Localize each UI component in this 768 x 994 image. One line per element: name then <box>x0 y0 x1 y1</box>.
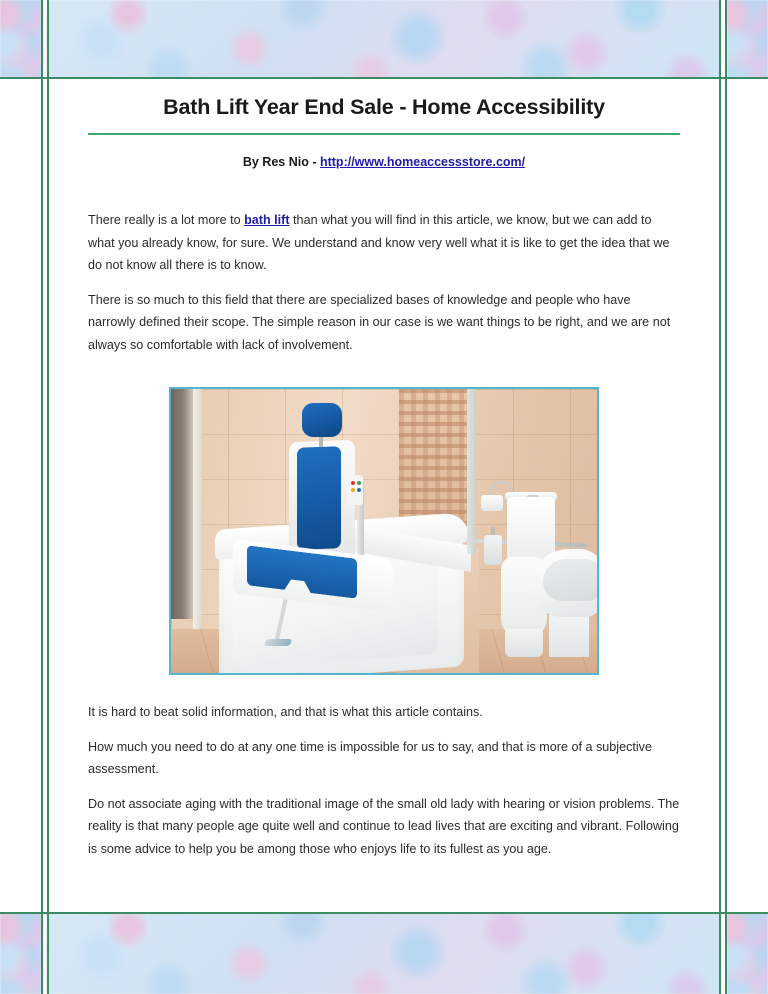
frame-rule-left-outer <box>41 0 43 994</box>
border-texture-top-center <box>47 0 721 78</box>
toilet-base <box>505 629 543 657</box>
border-texture-bottom-center <box>47 913 721 994</box>
toilet-brush-holder <box>484 535 502 565</box>
control-indicator-yellow <box>351 488 355 492</box>
paragraph-3: It is hard to beat solid information, and that is what this article contains. <box>88 705 483 719</box>
paragraph-5: Do not associate aging with the traditional image of the small old lady with hearing or vision problems. The reality is that many people age quite well and continue to lead lives that are exciting and vibrant. Following is some advice to help you be among those who enjoys life to its fullest as you age. <box>88 796 680 856</box>
article-image-container <box>88 387 680 675</box>
frame-rule-right-inner <box>719 0 721 994</box>
shower-screen-edge <box>171 389 193 619</box>
byline-site-link[interactable]: http://www.homeaccessstore.com/ <box>319 155 526 169</box>
bath-lift-link[interactable]: bath lift <box>244 213 290 227</box>
toilet-cistern <box>507 497 555 559</box>
page-title: Bath Lift Year End Sale - Home Accessibility <box>163 95 605 119</box>
frame-rule-bottom <box>0 912 768 914</box>
bath-lift-photo <box>169 387 599 675</box>
control-indicator-red <box>351 481 355 485</box>
paragraph-4: How much you need to do at any one time is impossible for us to say, and that is more of a subjective assessment. <box>88 739 652 776</box>
shower-screen-frame <box>193 389 202 639</box>
glass-panel <box>467 389 476 554</box>
paragraph-2: There is so much to this field that there are specialized bases of knowledge and people who have narrowly defined their scope. The simple reason in our case is we want things to be right, and we are not always so comfortable with lack of involvement. <box>88 292 671 352</box>
control-indicator-blue <box>357 488 361 492</box>
toilet-paper-roll <box>481 495 503 511</box>
bath-lift-headrest <box>302 403 342 437</box>
paragraph-1-text-before: There really is a lot more to <box>88 213 245 227</box>
content-column <box>49 79 719 912</box>
byline <box>88 135 680 169</box>
photo-scene <box>171 389 597 673</box>
byline-author: By Res Nio - <box>242 155 320 169</box>
bidet-bowl <box>543 559 597 601</box>
paragraph-1 <box>88 169 680 277</box>
border-texture-bottom-left <box>0 913 41 994</box>
border-texture-top-right <box>727 0 768 78</box>
border-texture-top-left <box>0 0 41 78</box>
bath-lift-foot <box>264 639 293 646</box>
bath-lift-backrest-pad <box>297 446 341 550</box>
paragraph-1-text-after: than what you will find in this article, we know, but we can add to what you already know, for sure. We understand and know very well what it is like to get the idea that we do not know all there is to know. <box>88 213 670 272</box>
border-texture-bottom-right <box>727 913 768 994</box>
frame-rule-right-outer <box>725 0 727 994</box>
control-indicator-green <box>357 481 361 485</box>
